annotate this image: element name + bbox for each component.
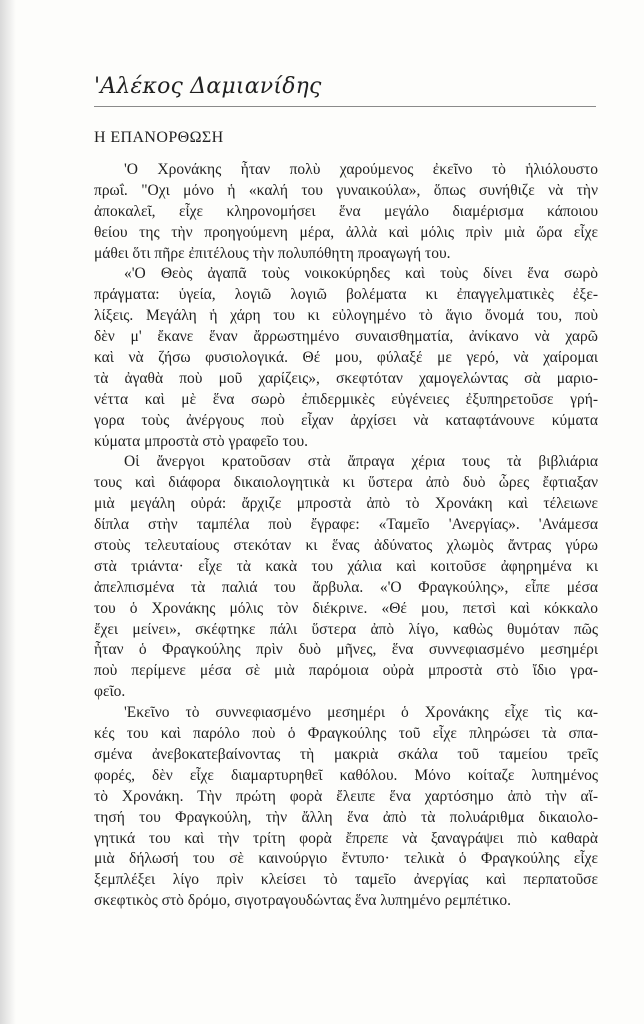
text-line: πράγματα: ὑγεία, λογιῶ λογιῶ βολέματα κι ἐπαγγελματικὲς ἐξε-	[94, 286, 598, 304]
text-line: τους καὶ διάφορα δικαιολογητικὰ κι ὕστερα ἀπὸ δυὸ ὧρες ἔφτιαξαν	[94, 474, 598, 492]
text-line: καὶ νὰ ζήσω φυσιολογικά. Θέ μου, φύλαξέ με γερό, νὰ χαίρομαι	[94, 349, 598, 367]
text-line: φορές, δὲν εἶχε διαμαρτυρηθεῖ καθόλου. Μόνο κοίταζε λυπημένος	[94, 766, 598, 784]
text-line: γορα τοὺς ἀνέργους ποὺ εἶχαν ἀρχίσει νὰ καταφτάνουνε κύματα	[94, 411, 598, 429]
story-title: Η ΕΠΑΝΟΡΘΩΣΗ	[94, 129, 224, 146]
text-line: στὰ τριάντα· εἶχε τὰ κακὰ του χάλια καὶ κοιτοῦσε ἀφηρημένα κι	[94, 557, 598, 575]
text-line: τὰ ἀγαθὰ ποὺ μοῦ χαρίζεις», σκεφτόταν χαμογελώντας σὰ μαριο-	[94, 369, 598, 387]
author-name: 'Αλέκος Δαμιανίδης	[94, 74, 322, 99]
text-line: του ὁ Χρονάκης μόλις τὸν διέκρινε. «Θέ μου, πετσὶ καὶ κόκκαλο	[94, 599, 598, 617]
text-line: τὸ Χρονάκη. Τὴν πρώτη φορὰ ἔλειπε ἕνα χαρτόσημο ἀπὸ τὴν αἴ-	[94, 787, 598, 805]
text-line: ἀποκαλεῖ, εἶχε κληρονομήσει ἕνα μεγάλο διαμέρισμα κάποιου	[94, 202, 598, 220]
text-line: θείου της τὴν προηγούμενη μέρα, ἀλλὰ καὶ μόλις πρὶν μιὰ ὥρα εἶχε	[94, 223, 598, 241]
text-line: 'Ο Χρονάκης ἦταν πολὺ χαρούμενος ἐκεῖνο τὸ ἡλιόλουστο	[124, 161, 598, 178]
text-line: μάθει ὅτι πῆρε ἐπιτέλους τὴν πολυπόθητη προαγωγή του.	[94, 244, 451, 262]
text-line: δίπλα στὴν ταμπέλα ποὺ ἔγραφε: «Ταμεῖο 'Ανεργίας». 'Ανάμεσα	[94, 516, 598, 534]
page-header	[94, 70, 596, 107]
paragraph	[94, 452, 598, 703]
paragraph	[94, 703, 598, 912]
text-line: 'Εκεῖνο τὸ συννεφιασμένο μεσημέρι ὁ Χρονάκης εἶχε τὶς κα-	[124, 704, 598, 722]
text-line: κύματα μπροστὰ στὸ γραφεῖο του.	[94, 432, 309, 450]
paragraph	[94, 264, 598, 452]
text-line: λίξεις. Μεγάλη ἡ χάρη του κι εὐλογημένο τὸ ἅγιο ὄνομά του, ποὺ	[94, 307, 598, 325]
text-line: μιὰ δήλωσή του σὲ καινούργιο ἔντυπο· τελικὰ ὁ Φραγκούλης εἶχε	[94, 850, 598, 868]
text-line: ξεμπλέξει λίγο πρὶν κλείσει τὸ ταμεῖο ἀνεργίας καὶ περπατοῦσε	[94, 871, 598, 889]
story-body	[94, 160, 598, 912]
text-line: Οἱ ἄνεργοι κρατοῦσαν στὰ ἄπραγα χέρια τους τὰ βιβλιάρια	[124, 453, 598, 471]
text-line: σμένα ἀνεβοκατεβαίνοντας τὴ μακριὰ σκάλα τοῦ ταμείου τρεῖς	[94, 745, 598, 763]
text-line: ἔχει μείνει», σκέφτηκε πάλι ὕστερα ἀπὸ λίγο, καθὼς θυμόταν πῶς	[94, 620, 598, 638]
text-line: μιὰ μεγάλη οὐρά: ἄρχιζε μπροστὰ ἀπὸ τὸ Χρονάκη καὶ τέλειωνε	[94, 495, 598, 513]
text-line: κές του καὶ παρόλο ποὺ ὁ Φραγκούλης τοῦ εἶχε πληρώσει τὰ σπα-	[94, 725, 598, 743]
text-line: πρωΐ. "Οχι μόνο ἡ «καλή του γυναικούλα», ὅπως συνήθιζε νὰ τὴν	[94, 181, 598, 199]
text-line: σκεφτικὸς στὸ δρόμο, σιγοτραγουδώντας ἕνα λυπημένο ρεμπέτικο.	[94, 892, 511, 910]
text-line: τησή του Φραγκούλη, τὴν ἄλλη ἕνα ἀπὸ τὰ πολυάριθμα δικαιολο-	[94, 808, 598, 826]
text-line: γητικά του καὶ τὴν τρίτη φορὰ ἔπρεπε νὰ ξαναγράψει πιὸ καθαρὰ	[94, 829, 598, 847]
text-line: «'Ο Θεὸς ἀγαπᾶ τοὺς νοικοκύρηδες καὶ τοὺς δίνει ἕνα σωρὸ	[124, 265, 598, 283]
paragraph	[94, 160, 598, 264]
text-line: ἀπελπισμένα τὰ παλιά του ἄρβυλα. «'Ο Φραγκούλης», εἶπε μέσα	[94, 578, 598, 596]
text-line: νέττα καὶ μὲ ἕνα σωρὸ ἐπιδερμικὲς εὐγένειες ἐξυπηρετοῦσε γρή-	[94, 390, 598, 408]
page-edge-shadow	[0, 0, 16, 1024]
text-line: δὲν μ' ἔκανε ἕναν ἄρρωστημένο συναισθηματία, ἀνίκανο νὰ χαρῶ	[94, 328, 598, 346]
text-line: ποὺ περίμενε μέσα σὲ μιὰ παρόμοια οὐρὰ μπροστὰ στὸ ἴδιο γρα-	[94, 662, 598, 680]
text-line: φεῖο.	[94, 683, 126, 701]
text-line: στοὺς τελευταίους στεκόταν κι ἕνας ἀδύνατος χλωμὸς ἄντρας γύρω	[94, 537, 598, 555]
text-line: ἦταν ὁ Φραγκούλης πρὶν δυὸ μῆνες, ἕνα συννεφιασμένο μεσημέρι	[94, 641, 598, 659]
